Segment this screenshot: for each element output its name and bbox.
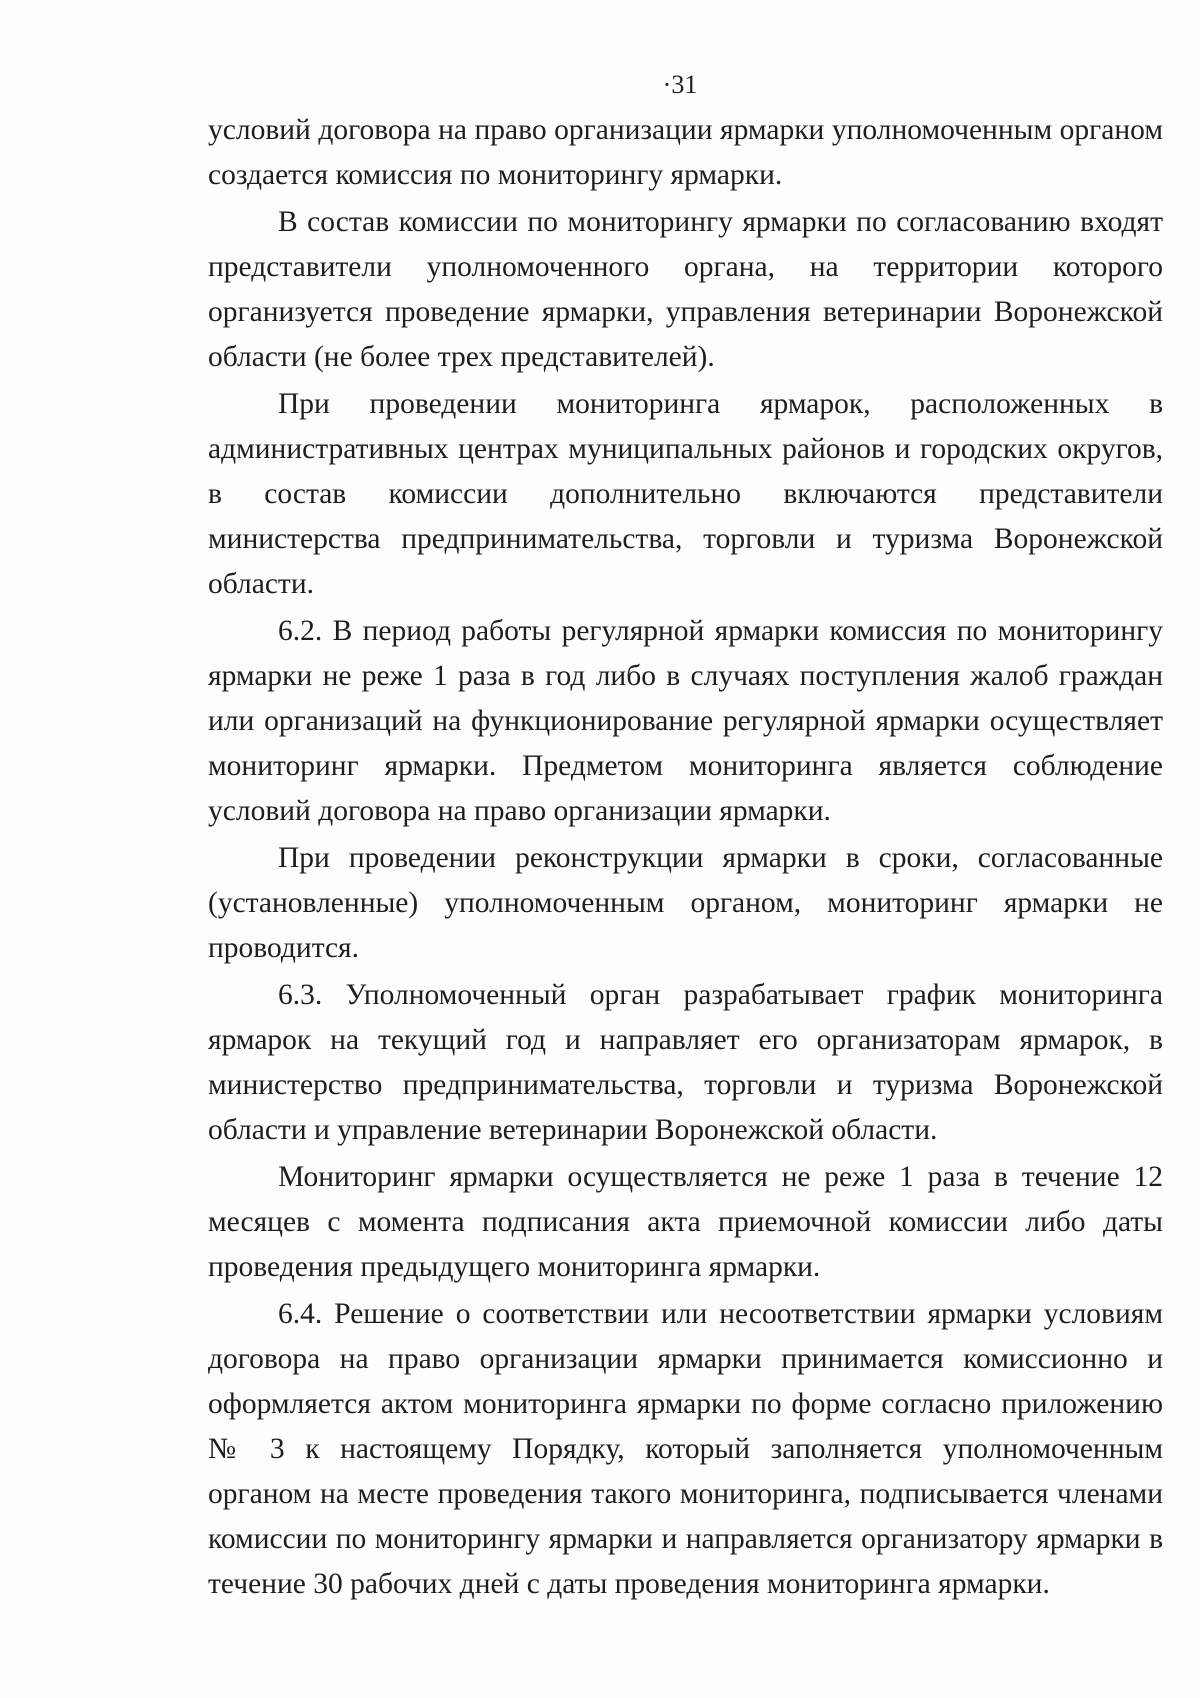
paragraph-section-6-4: 6.4. Решение о соответствии или несоответствии ярмарки условиям договора на право организации ярмарки принимается комиссионно и оформляется актом мониторинга ярмарки по форме согласно приложению № 3 к настоящему Порядку, который заполняется уполномоченным органом на месте проведения такого мониторинга, подписывается членами комиссии по мониторингу ярмарки и направляется организатору ярмарки в течение 30 рабочих дней с даты проведения мониторинга ярмарки. (208, 1298, 1163, 1600)
paragraph-monitoring-frequency: Мониторинг ярмарки осуществляется не реже 1 раза в течение 12 месяцев с момента подписания акта приемочной комиссии либо даты проведения предыдущего мониторинга ярмарки. (208, 1161, 1163, 1283)
paragraph-commission-composition: В состав комиссии по мониторингу ярмарки по согласованию входят представители уполномоченного органа, на территории которого организуется проведение ярмарки, управления ветеринарии Воронежской области (не более трех представителей). (208, 206, 1163, 373)
paragraph-section-6-3: 6.3. Уполномоченный орган разрабатывает график мониторинга ярмарок на текущий год и направляет его организаторам ярмарок, в министерство предпринимательства, торговли и туризма Воронежской области и управление ветеринарии Воронежской области. (208, 979, 1163, 1146)
paragraph-administrative-centers: При проведении мониторинга ярмарок, расположенных в административных центрах муниципальных районов и городских округов, в состав комиссии дополнительно включаются представители министерства предпринимательства, торговли и туризма Воронежской области. (208, 388, 1163, 600)
page-number: ·31 (662, 70, 698, 99)
paragraph-continuation: условий договора на право организации ярмарки уполномоченным органом создается комиссия по мониторингу ярмарки. (208, 114, 1163, 191)
paragraph-section-6-2: 6.2. В период работы регулярной ярмарки комиссия по мониторингу ярмарки не реже 1 раза в год либо в случаях поступления жалоб граждан или организаций на функционирование регулярной ярмарки осуществляет мониторинг ярмарки. Предметом мониторинга является соблюдение условий договора на право организации ярмарки. (208, 615, 1163, 827)
document-body (208, 108, 1163, 1607)
paragraph-reconstruction: При проведении реконструкции ярмарки в сроки, согласованные (установленные) уполномоченным органом, мониторинг ярмарки не проводится. (208, 842, 1163, 964)
